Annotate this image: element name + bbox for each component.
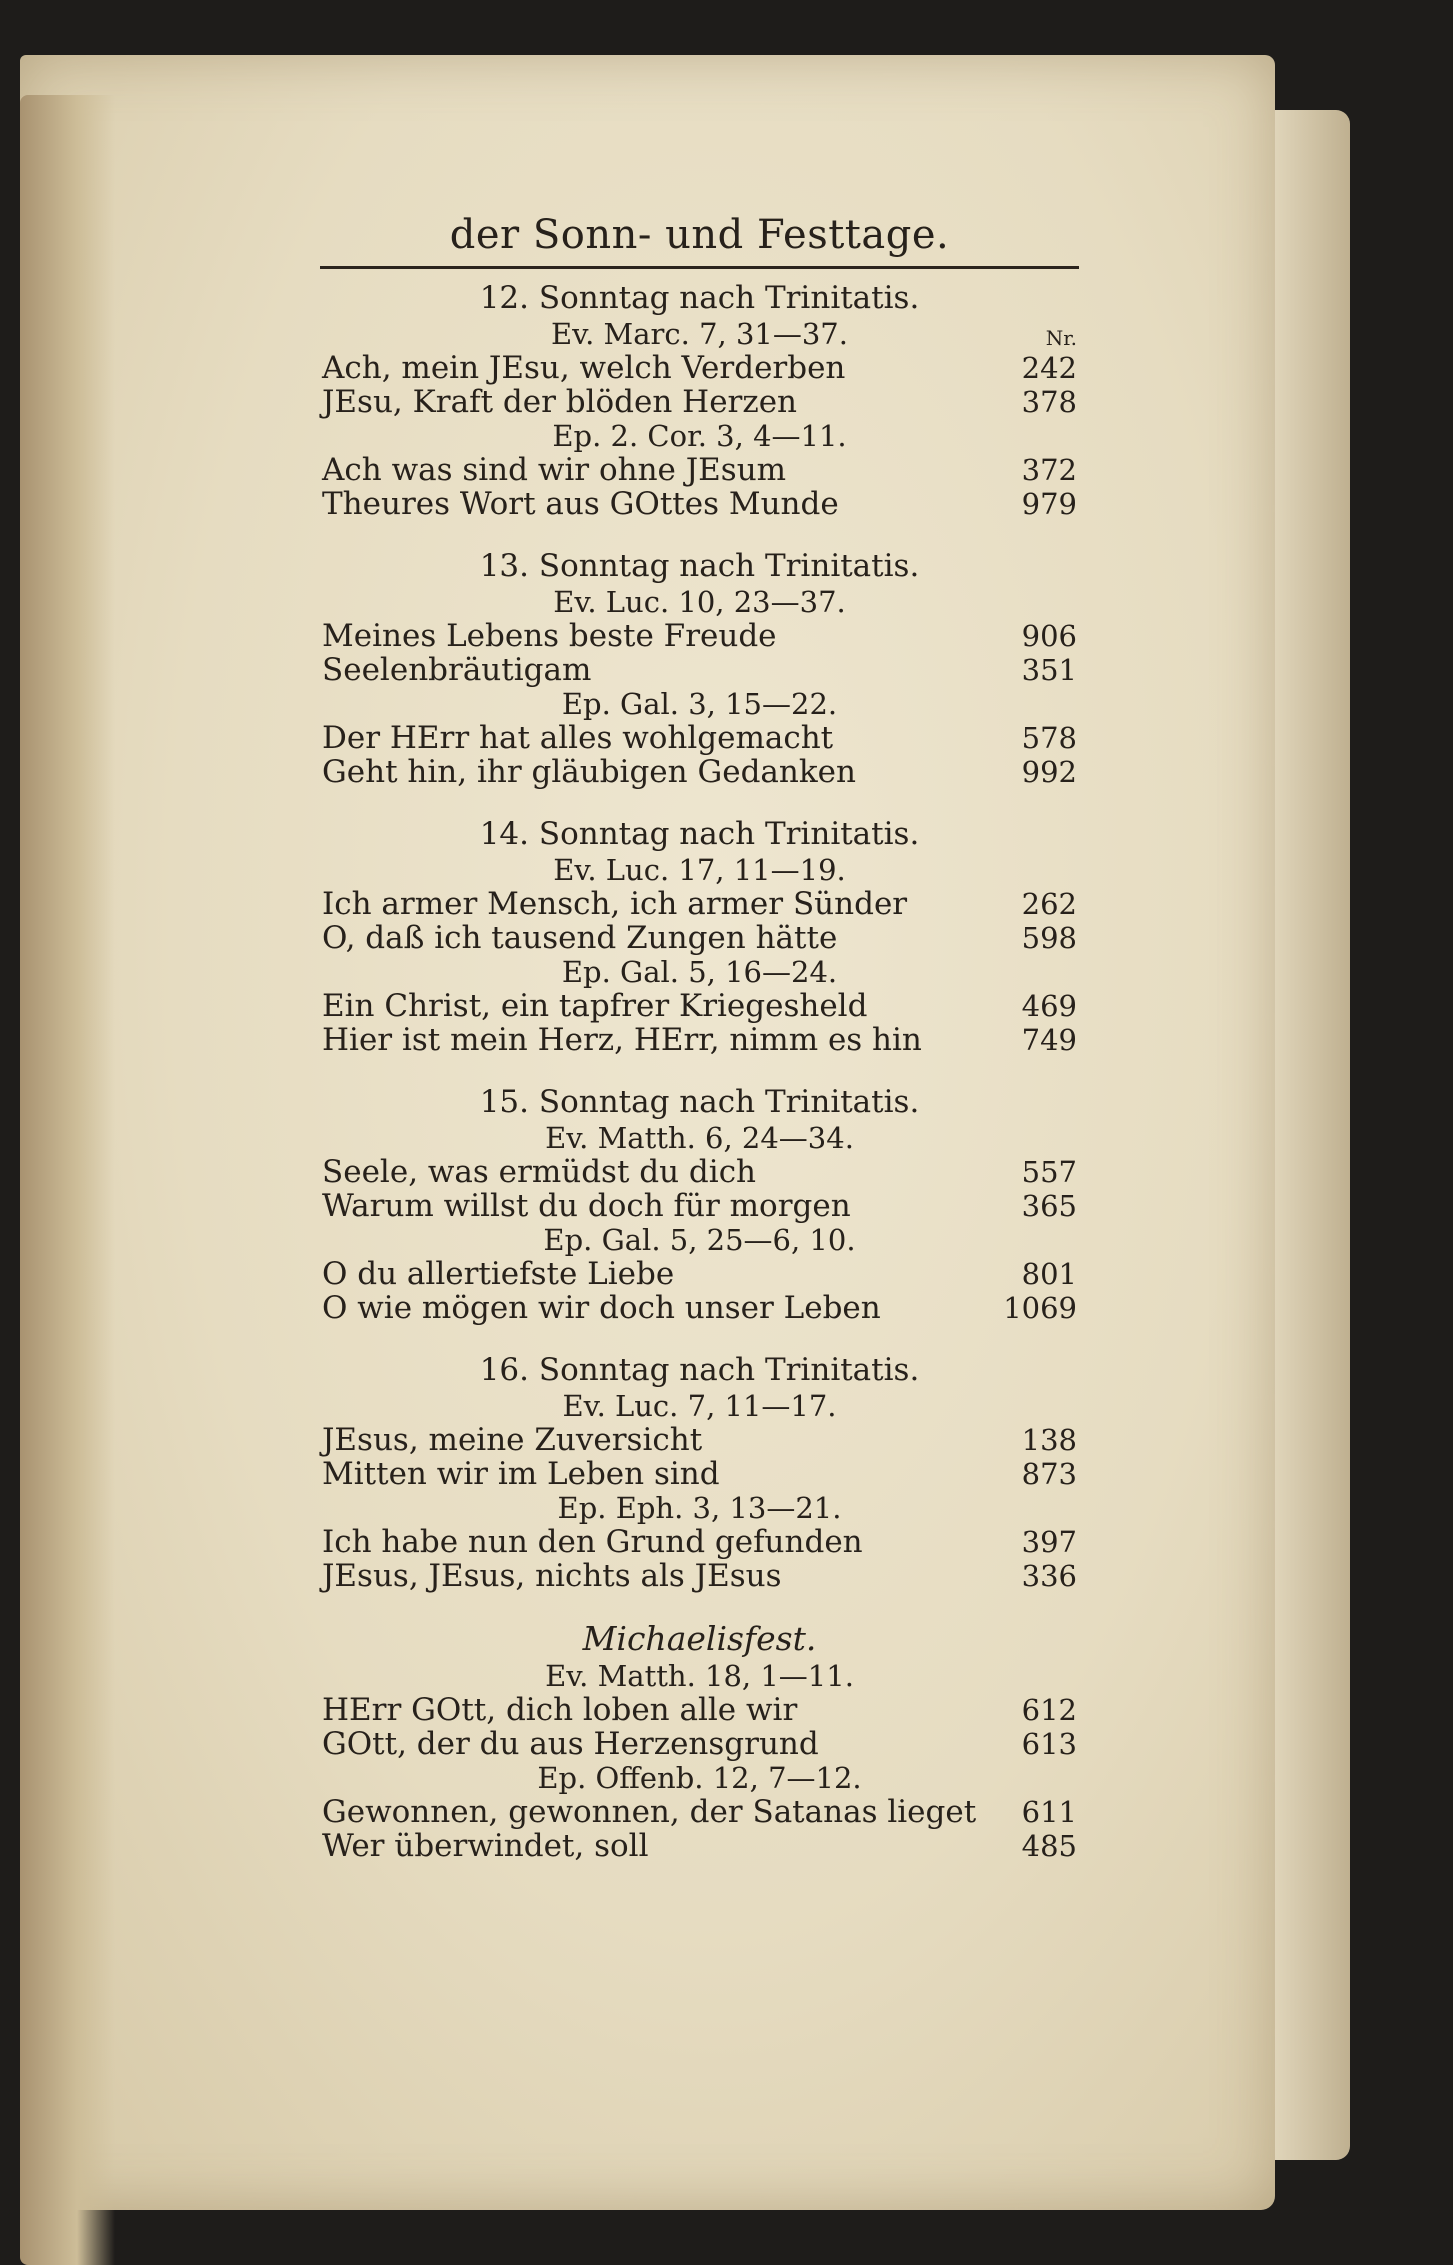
- hymn-number: 469: [1021, 989, 1077, 1023]
- hymn-title: O du allertiefste Liebe: [322, 1256, 675, 1292]
- hymn-row: [322, 1023, 1077, 1057]
- hymn-number: 242: [1021, 351, 1077, 385]
- hymn-title: Wer überwindet, soll: [322, 1828, 649, 1864]
- hymn-number: 557: [1021, 1155, 1077, 1189]
- hymn-number: 612: [1021, 1693, 1077, 1727]
- hymn-row: [322, 921, 1077, 955]
- reading-text: Ev. Matth. 18, 1—11.: [545, 1659, 854, 1693]
- reading-reference: [322, 1491, 1077, 1525]
- book-spine: [20, 95, 115, 2265]
- hymn-title: HErr GOtt, dich loben alle wir: [322, 1692, 798, 1728]
- hymn-row: [322, 1257, 1077, 1291]
- hymn-number: 365: [1021, 1189, 1077, 1223]
- hymn-title: Ich armer Mensch, ich armer Sünder: [322, 886, 908, 922]
- hymn-number: 378: [1021, 385, 1077, 419]
- hymn-number: 262: [1021, 887, 1077, 921]
- running-head: der Sonn- und Festtage.: [449, 212, 950, 258]
- reading-reference: [322, 853, 1077, 887]
- hymn-title: Hier ist mein Herz, HErr, nimm es hin: [322, 1022, 922, 1058]
- hymn-number: 613: [1021, 1727, 1077, 1761]
- reading-text: Ep. Gal. 3, 15—22.: [561, 687, 838, 721]
- hymn-number: 906: [1021, 619, 1077, 653]
- hymn-title: Ein Christ, ein tapfrer Kriegesheld: [322, 988, 868, 1024]
- reading-reference: [322, 317, 1077, 351]
- hymn-title: Ach, mein JEsu, welch Verderben: [322, 350, 846, 386]
- hymn-row: [322, 1829, 1077, 1863]
- hymn-title: Geht hin, ihr gläubigen Gedanken: [322, 754, 856, 790]
- reading-reference: [322, 687, 1077, 721]
- sunday-section: [322, 279, 1077, 521]
- hymn-row: [322, 351, 1077, 385]
- sunday-section: [322, 815, 1077, 1057]
- reading-text: Ev. Luc. 10, 23—37.: [553, 585, 846, 619]
- hymn-number: 992: [1021, 755, 1077, 789]
- hymn-row: [322, 1423, 1077, 1457]
- hymn-row: [322, 385, 1077, 419]
- hymn-number: 749: [1021, 1023, 1077, 1057]
- section-title: 14. Sonntag nach Trinitatis.: [479, 816, 920, 852]
- reading-text: Ev. Luc. 17, 11—19.: [553, 853, 846, 887]
- hymn-row: [322, 1559, 1077, 1593]
- reading-reference: [322, 1761, 1077, 1795]
- hymn-number: 979: [1021, 487, 1077, 521]
- hymn-row: [322, 721, 1077, 755]
- sunday-section: [322, 547, 1077, 789]
- hymn-title: Gewonnen, gewonnen, der Satanas lieget: [322, 1794, 977, 1830]
- reading-reference: [322, 1389, 1077, 1423]
- hymn-title: Ich habe nun den Grund gefunden: [322, 1524, 863, 1560]
- hymn-title: Theures Wort aus GOttes Munde: [322, 486, 839, 522]
- hymn-number: 485: [1021, 1829, 1077, 1863]
- hymn-row: [322, 1291, 1077, 1325]
- hymn-row: [322, 755, 1077, 789]
- hymn-number: 598: [1021, 921, 1077, 955]
- hymn-number: 578: [1021, 721, 1077, 755]
- sunday-section: [322, 1619, 1077, 1863]
- section-title: 13. Sonntag nach Trinitatis.: [479, 548, 920, 584]
- hymn-title: JEsus, JEsus, nichts als JEsus: [322, 1558, 782, 1594]
- sunday-section: [322, 1083, 1077, 1325]
- reading-text: Ev. Marc. 7, 31—37.: [551, 317, 848, 351]
- hymn-row: [322, 653, 1077, 687]
- hymn-title: Mitten wir im Leben sind: [322, 1456, 720, 1492]
- reading-text: Ep. Gal. 5, 16—24.: [561, 955, 838, 989]
- reading-text: Ev. Matth. 6, 24—34.: [545, 1121, 854, 1155]
- section-title: Michaelisfest.: [582, 1619, 817, 1658]
- hymn-row: [322, 887, 1077, 921]
- hymn-number: 351: [1021, 653, 1077, 687]
- hymn-title: Seelenbräutigam: [322, 652, 592, 688]
- reading-reference: [322, 419, 1077, 453]
- reading-text: Ep. Offenb. 12, 7—12.: [537, 1761, 862, 1795]
- hymn-title: Meines Lebens beste Freude: [322, 618, 777, 654]
- hymn-row: [322, 487, 1077, 521]
- hymn-number: 611: [1021, 1795, 1077, 1829]
- hymn-title: O wie mögen wir doch unser Leben: [322, 1290, 881, 1326]
- hymn-number: 397: [1021, 1525, 1077, 1559]
- hymn-number: 336: [1021, 1559, 1077, 1593]
- section-title: 12. Sonntag nach Trinitatis.: [479, 280, 920, 316]
- reading-reference: [322, 585, 1077, 619]
- hymn-index: [322, 210, 1077, 1889]
- reading-text: Ev. Luc. 7, 11—17.: [562, 1389, 837, 1423]
- reading-reference: [322, 955, 1077, 989]
- section-title: 16. Sonntag nach Trinitatis.: [479, 1352, 920, 1388]
- hymn-row: [322, 1155, 1077, 1189]
- hymn-title: Seele, was ermüdst du dich: [322, 1154, 757, 1190]
- reading-text: Ep. Gal. 5, 25—6, 10.: [543, 1223, 856, 1257]
- hymn-title: JEsu, Kraft der blöden Herzen: [322, 384, 798, 420]
- hymn-row: [322, 619, 1077, 653]
- hymn-row: [322, 1795, 1077, 1829]
- hymn-row: [322, 1525, 1077, 1559]
- sunday-section: [322, 1351, 1077, 1593]
- reading-text: Ep. 2. Cor. 3, 4—11.: [552, 419, 847, 453]
- hymn-title: JEsus, meine Zuversicht: [322, 1422, 703, 1458]
- reading-reference: [322, 1121, 1077, 1155]
- reading-reference: [322, 1223, 1077, 1257]
- hymn-number: 138: [1021, 1423, 1077, 1457]
- section-title: 15. Sonntag nach Trinitatis.: [479, 1084, 920, 1120]
- hymn-number: 1069: [1003, 1291, 1077, 1325]
- head-rule: [320, 266, 1079, 269]
- hymn-title: Der HErr hat alles wohlgemacht: [322, 720, 834, 756]
- hymn-number: 372: [1021, 453, 1077, 487]
- reading-text: Ep. Eph. 3, 13—21.: [557, 1491, 842, 1525]
- hymn-row: [322, 1457, 1077, 1491]
- hymn-row: [322, 1693, 1077, 1727]
- hymn-row: [322, 1727, 1077, 1761]
- hymn-title: O, daß ich tausend Zungen hätte: [322, 920, 838, 956]
- hymn-number: 801: [1021, 1257, 1077, 1291]
- hymn-row: [322, 453, 1077, 487]
- hymn-title: Warum willst du doch für morgen: [322, 1188, 851, 1224]
- hymn-number: 873: [1021, 1457, 1077, 1491]
- hymn-row: [322, 989, 1077, 1023]
- reading-reference: [322, 1659, 1077, 1693]
- hymn-title: Ach was sind wir ohne JEsum: [322, 452, 787, 488]
- hymn-title: GOtt, der du aus Herzensgrund: [322, 1726, 819, 1762]
- hymn-row: [322, 1189, 1077, 1223]
- sections-list: [322, 279, 1077, 1863]
- number-column-label: Nr.: [1045, 326, 1077, 350]
